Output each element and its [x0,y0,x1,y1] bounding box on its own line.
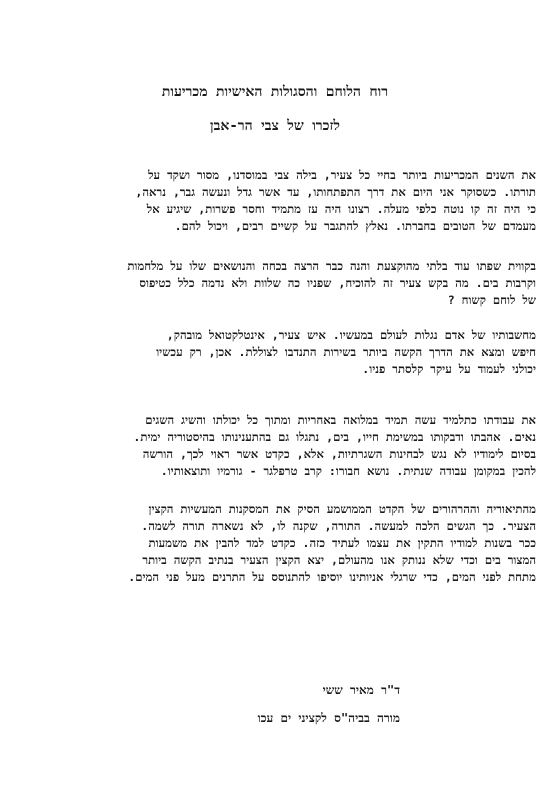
paragraph-line: בסיום לימודיו לא נגש לבחינות השגרתיות, אלא, כקדט אשר ראוי לכך, הורשה [142,447,536,461]
paragraph-line: מתחת לפני המים, כדי שרגלי אניותינו יוסיפו להתנוסס על התרנים מעל פני המים. [128,570,536,584]
document-subtitle: לזכרו של צבי הר-אבן [210,118,340,134]
paragraph-line: ככר בשנות למודיו התקין את עצמו לעתיד כזה. כקדט למד להבין את משמעות [148,536,536,550]
paragraph-line: בקווית שפתו עוד בלתי מהוקצעת והנה כבר הרצה בכחה והנושאים שלו על מלחמות [127,259,536,273]
paragraph-line: להכין במקומן עבודה שנתית. נושא חבורו: קרב טרפלגר - גורמיו ותוצאותיו. [160,464,536,478]
paragraph-line: את השנים המכריעות ביותר בחיי כל צעיר, בילה צבי במוסדנו, מסור ושקד על [148,168,536,182]
signature-title: מורה בביה"ס לקציני ים עכו [257,711,400,725]
paragraph-line: של לוחם קשוח ? [447,293,536,307]
paragraph-2 [127,258,536,309]
paragraph-4 [133,412,536,480]
paragraph-line: יכולני לעמוד על עיקר קלסתר פניו. [362,362,536,376]
document-title: רוח הלוחם והסגולות האישיות מכריעות [161,84,389,100]
paragraph-line: וקרבות בים. מה בקש צעיר זה להוכיח, שפניו כה שלוות ולא נדמה כלל כטיפוס [139,276,536,290]
paragraph-1 [135,167,536,235]
paragraph-line: כי היה זה קו נוטה כלפי מעלה. רצונו היה עז מתמיד וחסר פשרות, שיגיע אל [146,202,536,216]
paragraph-line: נאים. אהבתו ודבקותו במשימת חייו, בים, נתגלו גם בהתענינותו בהיסטוריה ימית. [133,430,536,444]
paragraph-5 [128,501,536,586]
paragraph-line: המצור בים וכדי שלא ננותק אנו מהעולם, יצא הקצין הצעיר בנתיב הקשה ביותר [142,553,536,567]
paragraph-line: מהתיאוריה וההרהורים של הקדט הממושמע הסיק את המסקנות המעשיות הקצין [148,502,536,516]
paragraph-line: מחשבותיו של אדם נגלות לעולם במעשיו. איש צעיר, אינטלקטואל מובהק, [166,328,536,342]
paragraph-line: חיפש ומצא את הדרך הקשה ביותר בשירות התנדבו לצוללת. אכן, רק עכשיו [156,345,536,359]
paragraph-line: תורתו. כשסוקר אני היום את דרך התפתחותו, עד אשר גדל ונעשה גבר, נראה, [135,185,536,199]
signature-name: ד"ר מאיר ששי [322,683,400,697]
paragraph-line: הצעיר. כך הגשים הלכה למעשה. התורה, שקנה לו, לא נשארה תורה לשמה. [141,519,536,533]
paragraph-line: את עבודתו כתלמיד עשה תמיד במלואה באחריות ומתוך כל יכולתו והשיג השגים [145,413,536,427]
paragraph-line: מעמדם של הטובים בחברתו. נאלץ להתגבר על קשיים רבים, ויכול להם. [174,219,536,233]
paragraph-3 [156,327,536,378]
